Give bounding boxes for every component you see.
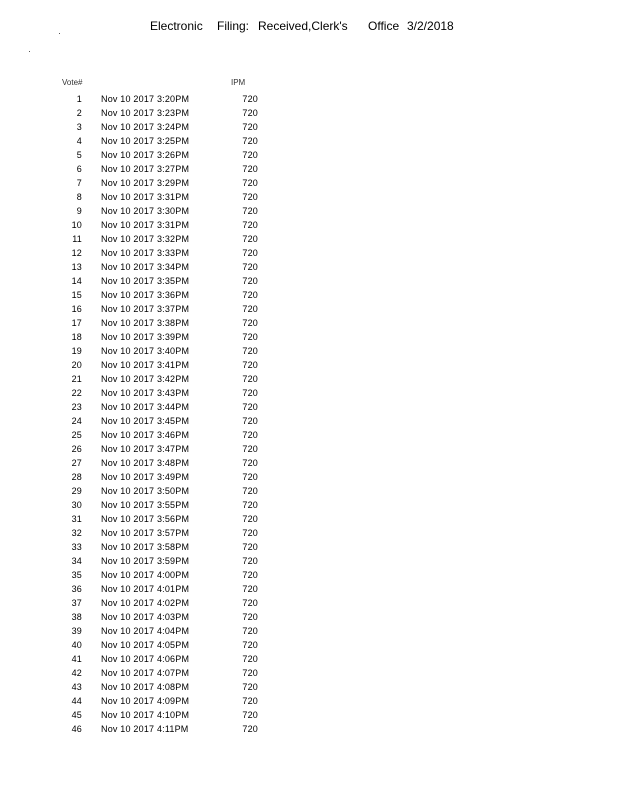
row-timestamp: Nov 10 2017 4:02PM — [101, 598, 190, 608]
row-timestamp: Nov 10 2017 3:39PM — [101, 332, 190, 342]
table-row — [0, 386, 618, 400]
row-number: 33 — [71, 542, 82, 552]
table-row — [0, 666, 618, 680]
row-number: 16 — [71, 304, 82, 314]
table-row — [0, 456, 618, 470]
row-value: 720 — [242, 598, 258, 608]
row-value: 720 — [242, 262, 258, 272]
table-row — [0, 512, 618, 526]
row-number: 28 — [71, 472, 82, 482]
row-number: 46 — [71, 724, 82, 734]
table-row — [0, 596, 618, 610]
row-timestamp: Nov 10 2017 3:55PM — [101, 500, 190, 510]
row-timestamp: Nov 10 2017 3:47PM — [101, 444, 190, 454]
table-row — [0, 316, 618, 330]
row-value: 720 — [242, 626, 258, 636]
table-row — [0, 638, 618, 652]
row-timestamp: Nov 10 2017 4:01PM — [101, 584, 190, 594]
table-row — [0, 526, 618, 540]
table-row — [0, 176, 618, 190]
filing-stamp-header — [0, 19, 618, 35]
row-value: 720 — [242, 248, 258, 258]
row-number: 4 — [76, 136, 82, 146]
row-value: 720 — [242, 458, 258, 468]
row-timestamp: Nov 10 2017 3:44PM — [101, 402, 190, 412]
row-value: 720 — [242, 290, 258, 300]
row-number: 15 — [71, 290, 82, 300]
row-timestamp: Nov 10 2017 4:10PM — [101, 710, 190, 720]
row-number: 13 — [71, 262, 82, 272]
row-value: 720 — [242, 94, 258, 104]
row-number: 20 — [71, 360, 82, 370]
table-row — [0, 652, 618, 666]
header-office: Office — [368, 19, 400, 33]
row-number: 36 — [71, 584, 82, 594]
row-value: 720 — [242, 668, 258, 678]
row-timestamp: Nov 10 2017 3:38PM — [101, 318, 190, 328]
row-value: 720 — [242, 318, 258, 328]
row-timestamp: Nov 10 2017 4:06PM — [101, 654, 190, 664]
table-row — [0, 344, 618, 358]
table-row — [0, 302, 618, 316]
table-row — [0, 106, 618, 120]
row-number: 35 — [71, 570, 82, 580]
row-timestamp: Nov 10 2017 3:40PM — [101, 346, 190, 356]
table-row — [0, 358, 618, 372]
row-value: 720 — [242, 150, 258, 160]
row-timestamp: Nov 10 2017 3:37PM — [101, 304, 190, 314]
table-row — [0, 260, 618, 274]
table-row — [0, 232, 618, 246]
table-row — [0, 680, 618, 694]
row-timestamp: Nov 10 2017 3:34PM — [101, 262, 190, 272]
row-timestamp: Nov 10 2017 4:05PM — [101, 640, 190, 650]
table-row — [0, 134, 618, 148]
row-timestamp: Nov 10 2017 3:20PM — [101, 94, 190, 104]
row-timestamp: Nov 10 2017 3:31PM — [101, 220, 190, 230]
table-row — [0, 120, 618, 134]
row-number: 27 — [71, 458, 82, 468]
table-row — [0, 428, 618, 442]
row-timestamp: Nov 10 2017 3:27PM — [101, 164, 190, 174]
row-number: 45 — [71, 710, 82, 720]
table-row — [0, 484, 618, 498]
row-value: 720 — [242, 640, 258, 650]
row-number: 22 — [71, 388, 82, 398]
row-timestamp: Nov 10 2017 3:29PM — [101, 178, 190, 188]
row-number: 18 — [71, 332, 82, 342]
table-row — [0, 554, 618, 568]
scan-speck — [29, 51, 30, 52]
row-number: 26 — [71, 444, 82, 454]
row-number: 32 — [71, 528, 82, 538]
row-number: 37 — [71, 598, 82, 608]
table-row — [0, 442, 618, 456]
row-value: 720 — [242, 220, 258, 230]
table-row — [0, 694, 618, 708]
row-timestamp: Nov 10 2017 3:57PM — [101, 528, 190, 538]
row-number: 19 — [71, 346, 82, 356]
table-row — [0, 400, 618, 414]
table-row — [0, 288, 618, 302]
row-value: 720 — [242, 682, 258, 692]
header-electronic: Electronic — [150, 19, 203, 33]
row-number: 43 — [71, 682, 82, 692]
row-timestamp: Nov 10 2017 3:43PM — [101, 388, 190, 398]
row-timestamp: Nov 10 2017 4:07PM — [101, 668, 190, 678]
row-number: 39 — [71, 626, 82, 636]
row-value: 720 — [242, 696, 258, 706]
row-timestamp: Nov 10 2017 3:48PM — [101, 458, 190, 468]
row-timestamp: Nov 10 2017 3:25PM — [101, 136, 190, 146]
table-row — [0, 582, 618, 596]
row-timestamp: Nov 10 2017 3:45PM — [101, 416, 190, 426]
row-value: 720 — [242, 514, 258, 524]
row-number: 24 — [71, 416, 82, 426]
row-number: 29 — [71, 486, 82, 496]
row-timestamp: Nov 10 2017 3:41PM — [101, 360, 190, 370]
table-row — [0, 204, 618, 218]
row-timestamp: Nov 10 2017 4:00PM — [101, 570, 190, 580]
row-number: 1 — [76, 94, 82, 104]
scan-speck — [59, 33, 60, 34]
row-timestamp: Nov 10 2017 3:31PM — [101, 192, 190, 202]
table-row — [0, 610, 618, 624]
row-number: 14 — [71, 276, 82, 286]
table-row — [0, 540, 618, 554]
row-number: 6 — [76, 164, 82, 174]
row-value: 720 — [242, 724, 258, 734]
row-timestamp: Nov 10 2017 4:08PM — [101, 682, 190, 692]
row-value: 720 — [242, 472, 258, 482]
row-number: 41 — [71, 654, 82, 664]
row-number: 30 — [71, 500, 82, 510]
row-timestamp: Nov 10 2017 3:58PM — [101, 542, 190, 552]
row-value: 720 — [242, 612, 258, 622]
row-timestamp: Nov 10 2017 3:24PM — [101, 122, 190, 132]
row-value: 720 — [242, 276, 258, 286]
row-value: 720 — [242, 332, 258, 342]
row-number: 38 — [71, 612, 82, 622]
row-timestamp: Nov 10 2017 3:56PM — [101, 514, 190, 524]
row-number: 21 — [71, 374, 82, 384]
row-number: 7 — [76, 178, 82, 188]
table-row — [0, 372, 618, 386]
row-value: 720 — [242, 570, 258, 580]
table-row — [0, 568, 618, 582]
table-row — [0, 148, 618, 162]
table-row — [0, 708, 618, 722]
row-number: 17 — [71, 318, 82, 328]
row-value: 720 — [242, 178, 258, 188]
row-value: 720 — [242, 346, 258, 356]
row-value: 720 — [242, 486, 258, 496]
row-timestamp: Nov 10 2017 4:04PM — [101, 626, 190, 636]
header-filing: Filing: — [217, 19, 250, 33]
row-value: 720 — [242, 374, 258, 384]
row-timestamp: Nov 10 2017 3:32PM — [101, 234, 190, 244]
row-timestamp: Nov 10 2017 4:09PM — [101, 696, 190, 706]
row-timestamp: Nov 10 2017 4:03PM — [101, 612, 190, 622]
row-value: 720 — [242, 444, 258, 454]
row-number: 8 — [76, 192, 82, 202]
row-number: 12 — [71, 248, 82, 258]
row-value: 720 — [242, 388, 258, 398]
row-value: 720 — [242, 542, 258, 552]
header-received: Received,Clerk's — [258, 19, 348, 33]
row-value: 720 — [242, 206, 258, 216]
row-number: 25 — [71, 430, 82, 440]
table-row — [0, 246, 618, 260]
row-value: 720 — [242, 304, 258, 314]
table-row — [0, 414, 618, 428]
table-row — [0, 92, 618, 106]
table-row — [0, 190, 618, 204]
row-number: 23 — [71, 402, 82, 412]
table-row — [0, 218, 618, 232]
row-value: 720 — [242, 136, 258, 146]
row-value: 720 — [242, 654, 258, 664]
row-number: 34 — [71, 556, 82, 566]
row-value: 720 — [242, 500, 258, 510]
row-value: 720 — [242, 360, 258, 370]
table-row — [0, 330, 618, 344]
table-row — [0, 722, 618, 736]
row-value: 720 — [242, 556, 258, 566]
row-number: 2 — [76, 108, 82, 118]
header-date: 3/2/2018 — [407, 19, 454, 33]
column-header-value: IPM — [231, 78, 246, 87]
column-header-number: Vote# — [62, 78, 83, 87]
row-number: 10 — [71, 220, 82, 230]
row-timestamp: Nov 10 2017 3:59PM — [101, 556, 190, 566]
row-number: 11 — [72, 234, 82, 244]
row-timestamp: Nov 10 2017 3:49PM — [101, 472, 190, 482]
row-number: 9 — [76, 206, 82, 216]
row-value: 720 — [242, 234, 258, 244]
row-number: 5 — [76, 150, 82, 160]
row-number: 44 — [71, 696, 82, 706]
table-row — [0, 624, 618, 638]
row-value: 720 — [242, 416, 258, 426]
row-number: 3 — [76, 122, 82, 132]
row-number: 42 — [71, 668, 82, 678]
table-row — [0, 162, 618, 176]
row-value: 720 — [242, 430, 258, 440]
row-timestamp: Nov 10 2017 3:23PM — [101, 108, 190, 118]
row-value: 720 — [242, 192, 258, 202]
row-number: 31 — [71, 514, 82, 524]
row-value: 720 — [242, 402, 258, 412]
row-timestamp: Nov 10 2017 3:35PM — [101, 276, 190, 286]
row-timestamp: Nov 10 2017 3:36PM — [101, 290, 190, 300]
row-value: 720 — [242, 710, 258, 720]
row-value: 720 — [242, 584, 258, 594]
row-timestamp: Nov 10 2017 3:26PM — [101, 150, 190, 160]
row-value: 720 — [242, 108, 258, 118]
row-number: 40 — [71, 640, 82, 650]
row-timestamp: Nov 10 2017 3:33PM — [101, 248, 190, 258]
row-value: 720 — [242, 122, 258, 132]
row-timestamp: Nov 10 2017 3:46PM — [101, 430, 190, 440]
row-timestamp: Nov 10 2017 3:30PM — [101, 206, 190, 216]
row-value: 720 — [242, 164, 258, 174]
row-timestamp: Nov 10 2017 4:11PM — [101, 724, 189, 734]
row-timestamp: Nov 10 2017 3:50PM — [101, 486, 190, 496]
table-row — [0, 274, 618, 288]
row-value: 720 — [242, 528, 258, 538]
table-row — [0, 470, 618, 484]
table-row — [0, 498, 618, 512]
row-timestamp: Nov 10 2017 3:42PM — [101, 374, 190, 384]
